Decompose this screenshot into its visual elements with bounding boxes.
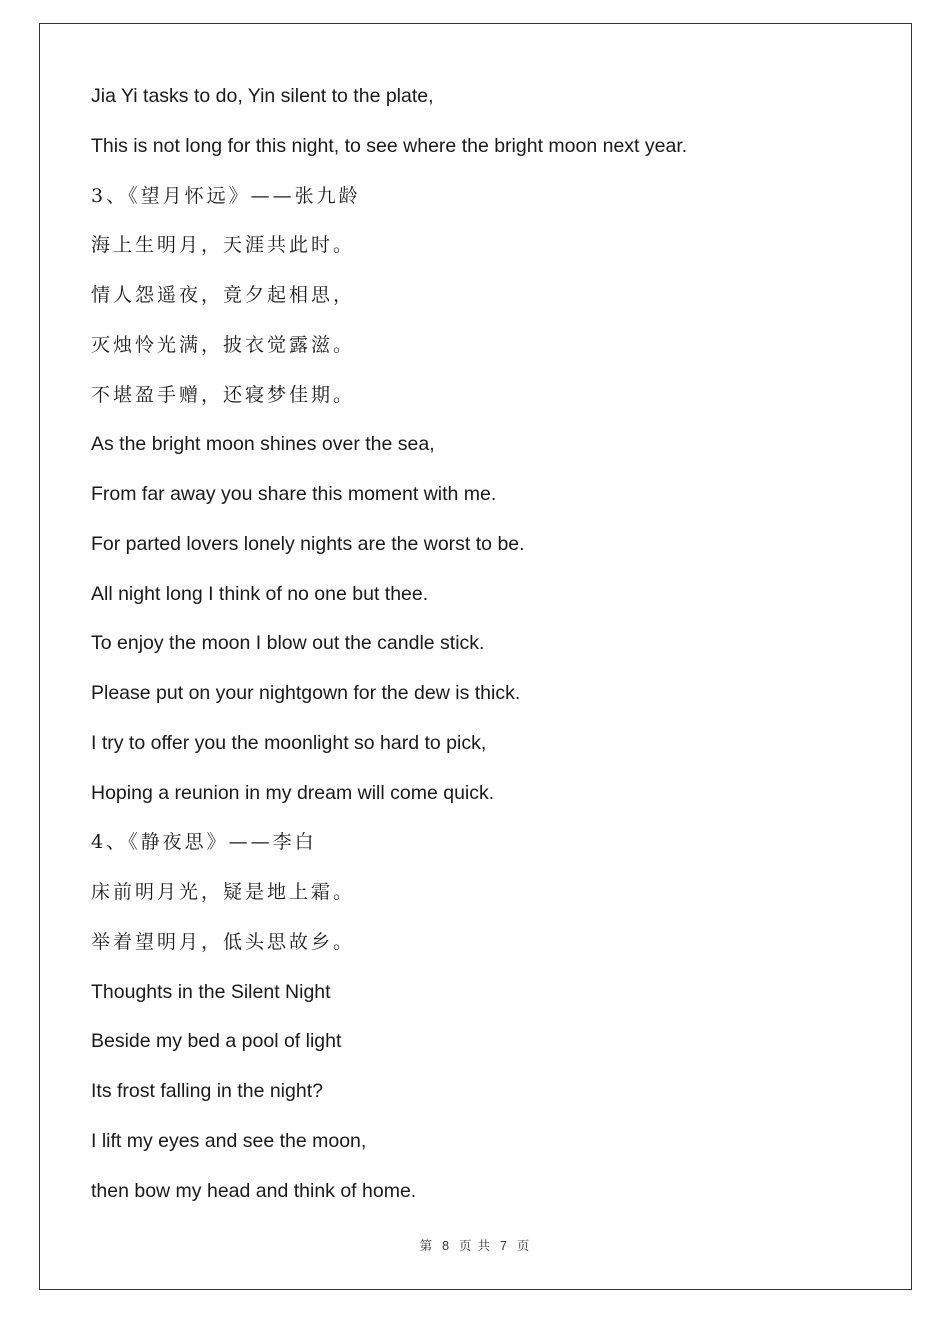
poem-line: 灭烛怜光满，披衣觉露滋。 [91,333,356,356]
translation-line: From far away you share this moment with me. [91,483,497,505]
translation-line: Its frost falling in the night? [91,1080,323,1102]
poem-line: 床前明月光，疑是地上霜。 [91,881,356,903]
text-line: Jia Yi tasks to do, Yin silent to the plate, [91,85,434,107]
translation-line: I try to offer you the moonlight so hard to pick, [91,731,487,754]
translation-line: To enjoy the moon I blow out the candle stick. [91,632,485,655]
total-pages: 7 [499,1239,508,1253]
translation-line: Please put on your nightgown for the dew is thick. [91,682,521,704]
footer-prefix: 第 [419,1238,434,1253]
page-footer [0,1236,950,1254]
text-line: This is not long for this night, to see where the bright moon next year. [91,134,688,157]
poem-line: 海上生明月，天涯共此时。 [91,234,356,257]
translation-line: As the bright moon shines over the sea, [91,433,435,456]
footer-suffix: 页 [516,1238,531,1253]
footer-middle: 页 共 [459,1238,491,1253]
poem-heading: 4、《静夜思》——李白 [91,831,317,854]
translation-line: then bow my head and think of home. [91,1179,417,1202]
translation-line: All night long I think of no one but thee. [91,582,429,605]
poem-heading: 3、《望月怀远》——张九龄 [91,184,361,207]
poem-line: 不堪盈手赠，还寝梦佳期。 [91,383,356,406]
translation-line: I lift my eyes and see the moon, [91,1129,367,1152]
translation-line: Hoping a reunion in my dream will come quick. [91,781,495,804]
translation-title: Thoughts in the Silent Night [91,980,331,1003]
translation-line: For parted lovers lonely nights are the worst to be. [91,532,525,555]
document-body [91,72,881,1216]
poem-line: 举着望明月，低头思故乡。 [91,930,356,953]
page-number: 8 [442,1239,451,1253]
poem-line: 情人怨遥夜，竟夕起相思， [91,284,356,306]
translation-line: Beside my bed a pool of light [91,1030,342,1053]
